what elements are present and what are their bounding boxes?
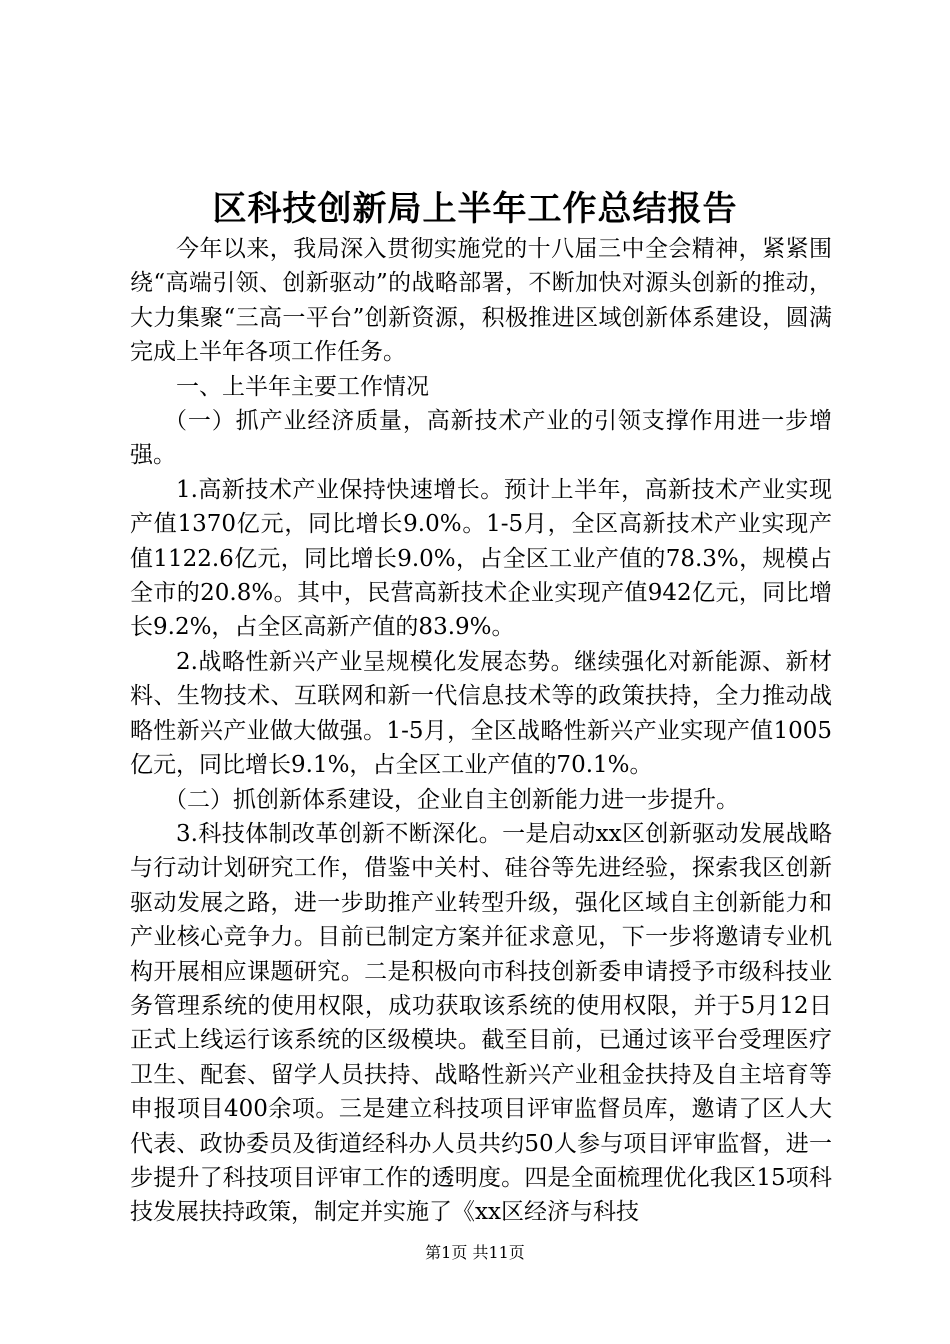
paragraph-item-3: 3.科技体制改革创新不断深化。一是启动xx区创新驱动发展战略与行动计划研究工作，借鉴中关村、硅谷等先进经验，探索我区创新驱动发展之路，进一步助推产业转型升级，强化区域自主创新能力和产业核心竞争力。目前已制定方案并征求意见，下一步将邀请专业机构开展相应课题研究。二是积极向市科技创新委申请授予市级科技业务管理系统的使用权限，成功获取该系统的使用权限，并于5月12日正式上线运行该系统的区级模块。截至目前，已通过该平台受理医疗卫生、配套、留学人员扶持、战略性新兴产业租金扶持及自主培育等申报项目400余项。三是建立科技项目评审监督员库，邀请了区人大代表、政协委员及街道经科办人员共约50人参与项目评审监督，进一步提升了科技项目评审工作的透明度。四是全面梳理优化我区15项科技发展扶持政策，制定并实施了《xx区经济与科技 xyxy=(130,820,832,1226)
paragraph-intro: 今年以来，我局深入贯彻实施党的十八届三中全会精神，紧紧围绕“高端引领、创新驱动”的战略部署，不断加快对源头创新的推动，大力集聚“三高一平台”创新资源，积极推进区域创新体系建设，圆满完成上半年各项工作任务。 xyxy=(130,236,832,366)
paragraph-item-1: 1.高新技术产业保持快速增长。预计上半年，高新技术产业实现产值1370亿元，同比增长9.0%。1-5月，全区高新技术产业实现产值1122.6亿元，同比增长9.0%，占全区工业产值的78.3%，规模占全市的20.8%。其中，民营高新技术企业实现产值942亿元，同比增长9.2%，占全区高新产值的83.9%。 xyxy=(130,476,832,641)
paragraph-item-2: 2.战略性新兴产业呈规模化发展态势。继续强化对新能源、新材料、生物技术、互联网和新一代信息技术等的政策扶持，全力推动战略性新兴产业做大做强。1-5月，全区战略性新兴产业实现产值1005亿元，同比增长9.1%，占全区工业产值的70.1%。 xyxy=(130,648,832,779)
document-body xyxy=(130,232,832,1230)
page-number: 第1页 共11页 xyxy=(425,1243,525,1262)
subsection-heading-2: （二）抓创新体系建设，企业自主创新能力进一步提升。 xyxy=(164,786,739,813)
document-title: 区科技创新局上半年工作总结报告 xyxy=(212,189,738,229)
subsection-heading-1: （一）抓产业经济质量，高新技术产业的引领支撑作用进一步增强。 xyxy=(130,408,832,469)
section-heading: 一、上半年主要工作情况 xyxy=(176,373,429,400)
